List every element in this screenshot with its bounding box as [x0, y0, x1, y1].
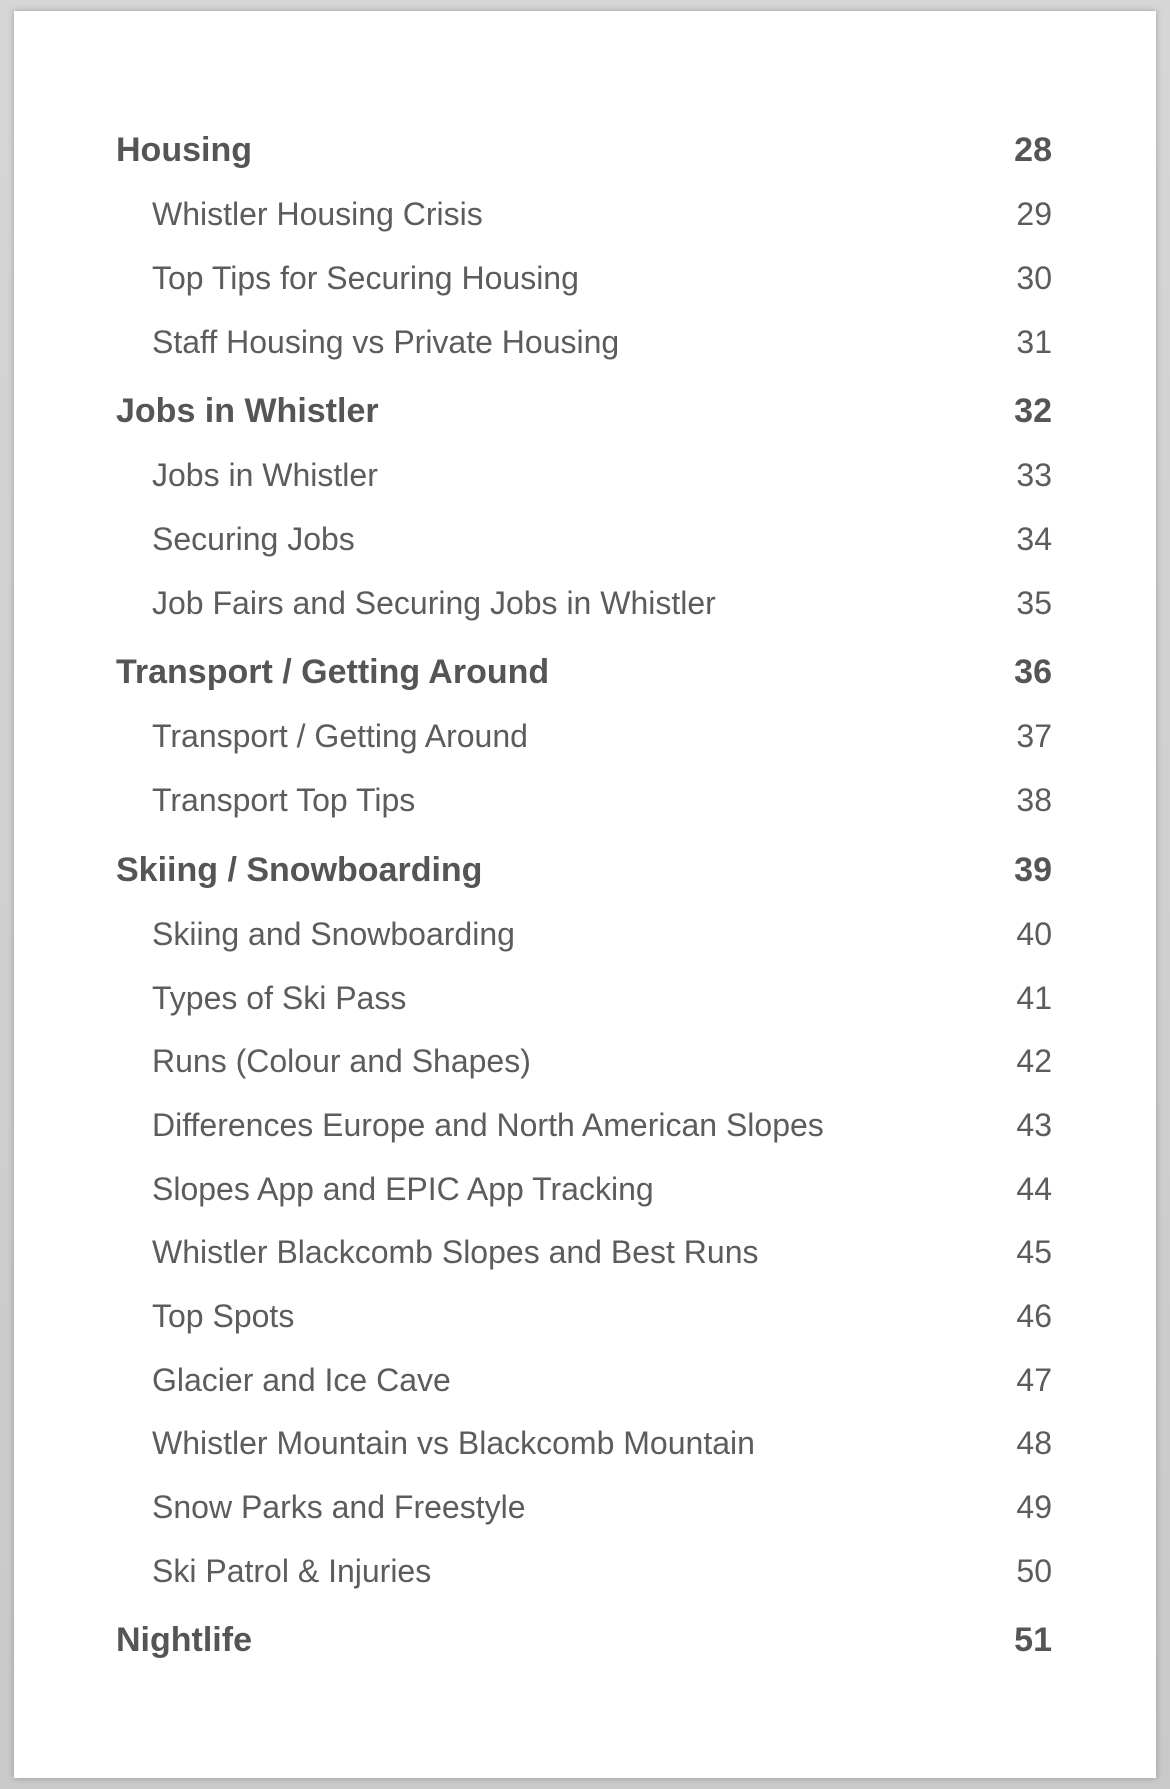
toc-entry-title: Skiing / Snowboarding — [116, 850, 483, 889]
toc-entry-page-number: 47 — [1016, 1361, 1052, 1398]
toc-entry-page-number: 44 — [1016, 1170, 1052, 1207]
toc-entry-title: Glacier and Ice Cave — [152, 1361, 451, 1398]
toc-entry-title: Transport / Getting Around — [116, 653, 550, 692]
toc-entry-page-number: 34 — [1016, 521, 1052, 558]
table-of-contents — [116, 118, 1052, 1673]
toc-entry-title: Whistler Mountain vs Blackcomb Mountain — [152, 1425, 755, 1462]
toc-subsection-entry[interactable] — [116, 571, 1052, 635]
toc-subsection-entry[interactable] — [116, 508, 1052, 572]
toc-entry-page-number: 30 — [1016, 260, 1052, 297]
toc-entry-page-number: 48 — [1016, 1425, 1052, 1462]
toc-entry-title: Whistler Housing Crisis — [152, 196, 483, 233]
toc-entry-page-number: 45 — [1016, 1234, 1052, 1271]
toc-subsection-entry[interactable] — [116, 966, 1052, 1030]
toc-entry-page-number: 50 — [1016, 1552, 1052, 1589]
toc-entry-page-number: 42 — [1016, 1043, 1052, 1080]
toc-entry-page-number: 46 — [1016, 1297, 1052, 1334]
toc-entry-title: Jobs in Whistler — [116, 392, 379, 431]
toc-subsection-entry[interactable] — [116, 1221, 1052, 1285]
document-page — [14, 11, 1156, 1778]
toc-subsection-entry[interactable] — [116, 769, 1052, 833]
toc-entry-page-number: 49 — [1016, 1489, 1052, 1526]
toc-entry-title: Jobs in Whistler — [152, 457, 378, 494]
toc-section-entry[interactable] — [116, 640, 1052, 705]
toc-subsection-entry[interactable] — [116, 1412, 1052, 1476]
toc-entry-page-number: 43 — [1016, 1106, 1052, 1143]
toc-entry-title: Types of Ski Pass — [152, 979, 407, 1016]
toc-entry-title: Snow Parks and Freestyle — [152, 1489, 526, 1526]
toc-subsection-entry[interactable] — [116, 903, 1052, 967]
toc-subsection-entry[interactable] — [116, 1539, 1052, 1603]
toc-entry-title: Job Fairs and Securing Jobs in Whistler — [152, 584, 716, 621]
toc-entry-title: Top Tips for Securing Housing — [152, 260, 579, 297]
toc-entry-title: Slopes App and EPIC App Tracking — [152, 1170, 654, 1207]
toc-entry-page-number: 35 — [1016, 584, 1052, 621]
toc-subsection-entry[interactable] — [116, 444, 1052, 508]
toc-section-entry[interactable] — [116, 379, 1052, 444]
toc-entry-page-number: 38 — [1016, 782, 1052, 819]
toc-entry-title: Staff Housing vs Private Housing — [152, 323, 620, 360]
toc-entry-page-number: 40 — [1016, 915, 1052, 952]
toc-entry-title: Differences Europe and North American Slopes — [152, 1106, 824, 1143]
toc-subsection-entry[interactable] — [116, 705, 1052, 769]
toc-entry-page-number: 51 — [1014, 1621, 1052, 1660]
toc-entry-page-number: 39 — [1014, 850, 1052, 889]
toc-entry-title: Nightlife — [116, 1621, 252, 1660]
toc-entry-page-number: 37 — [1016, 718, 1052, 755]
toc-subsection-entry[interactable] — [116, 1285, 1052, 1349]
toc-subsection-entry[interactable] — [116, 1476, 1052, 1540]
toc-subsection-entry[interactable] — [116, 247, 1052, 311]
toc-subsection-entry[interactable] — [116, 1157, 1052, 1221]
toc-entry-title: Transport / Getting Around — [152, 718, 528, 755]
toc-entry-page-number: 33 — [1016, 457, 1052, 494]
toc-entry-title: Skiing and Snowboarding — [152, 915, 515, 952]
toc-entry-title: Whistler Blackcomb Slopes and Best Runs — [152, 1234, 759, 1271]
toc-section-entry[interactable] — [116, 1608, 1052, 1673]
toc-section-entry[interactable] — [116, 838, 1052, 903]
toc-subsection-entry[interactable] — [116, 1030, 1052, 1094]
toc-entry-title: Transport Top Tips — [152, 782, 416, 819]
toc-entry-page-number: 36 — [1014, 653, 1052, 692]
toc-subsection-entry[interactable] — [116, 1348, 1052, 1412]
toc-section-entry[interactable] — [116, 118, 1052, 183]
toc-entry-title: Housing — [116, 131, 252, 169]
toc-entry-title: Securing Jobs — [152, 521, 355, 558]
toc-subsection-entry[interactable] — [116, 310, 1052, 374]
toc-entry-page-number: 31 — [1016, 323, 1052, 360]
toc-entry-page-number: 32 — [1014, 392, 1052, 431]
toc-entry-title: Top Spots — [152, 1297, 295, 1334]
toc-subsection-entry[interactable] — [116, 1094, 1052, 1158]
toc-entry-page-number: 29 — [1016, 196, 1052, 233]
toc-subsection-entry[interactable] — [116, 183, 1052, 247]
toc-entry-title: Ski Patrol & Injuries — [152, 1552, 432, 1589]
toc-entry-title: Runs (Colour and Shapes) — [152, 1043, 531, 1080]
toc-entry-page-number: 41 — [1016, 979, 1052, 1016]
toc-entry-page-number: 28 — [1014, 131, 1052, 169]
